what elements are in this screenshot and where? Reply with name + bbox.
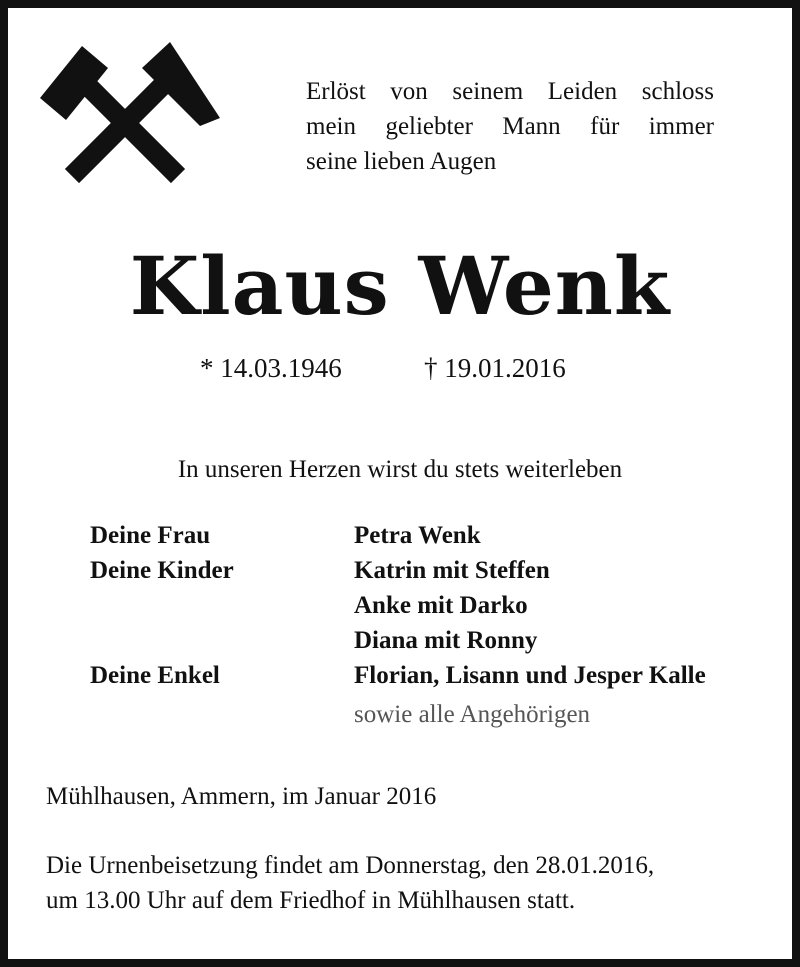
intro-line: seine lieben Augen bbox=[306, 148, 497, 175]
funeral-line: Die Urnenbeisetzung findet am Donnerstag, den 28.01.2016, bbox=[46, 852, 655, 879]
other-relatives: sowie alle Angehörigen bbox=[354, 701, 591, 728]
motto: In unseren Herzen wirst du stets weiterleben bbox=[177, 456, 623, 483]
place-and-date: Mühlhausen, Ammern, im Januar 2016 bbox=[46, 783, 437, 810]
relative-role bbox=[90, 623, 354, 658]
intro-text bbox=[306, 74, 714, 179]
relatives-list bbox=[90, 518, 790, 693]
relative-names: Diana mit Ronny bbox=[354, 627, 538, 654]
relatives-row bbox=[90, 553, 790, 588]
relatives-row bbox=[90, 623, 790, 658]
relative-role: Deine Enkel bbox=[90, 662, 220, 689]
relative-names: Florian, Lisann und Jesper Kalle bbox=[354, 662, 706, 689]
relative-role: Deine Frau bbox=[90, 522, 211, 549]
relatives-row bbox=[90, 518, 790, 553]
relative-names: Anke mit Darko bbox=[354, 592, 528, 619]
intro-line: Erlöst von seinem Leiden schloss bbox=[306, 78, 714, 105]
funeral-info bbox=[46, 848, 776, 918]
death-date: † 19.01.2016 bbox=[424, 353, 566, 383]
relative-role bbox=[90, 588, 354, 623]
birth-date: * 14.03.1946 bbox=[200, 353, 342, 383]
relatives-row bbox=[90, 658, 790, 693]
deceased-name: Klaus Wenk bbox=[129, 239, 671, 333]
relative-role: Deine Kinder bbox=[90, 557, 234, 584]
funeral-line: um 13.00 Uhr auf dem Friedhof in Mühlhausen statt. bbox=[46, 887, 576, 914]
relatives-row bbox=[90, 588, 790, 623]
intro-line: mein geliebter Mann für immer bbox=[306, 113, 714, 140]
hammer-and-pick-icon bbox=[30, 28, 225, 218]
relative-names: Petra Wenk bbox=[354, 522, 481, 549]
relative-names: Katrin mit Steffen bbox=[354, 557, 550, 584]
